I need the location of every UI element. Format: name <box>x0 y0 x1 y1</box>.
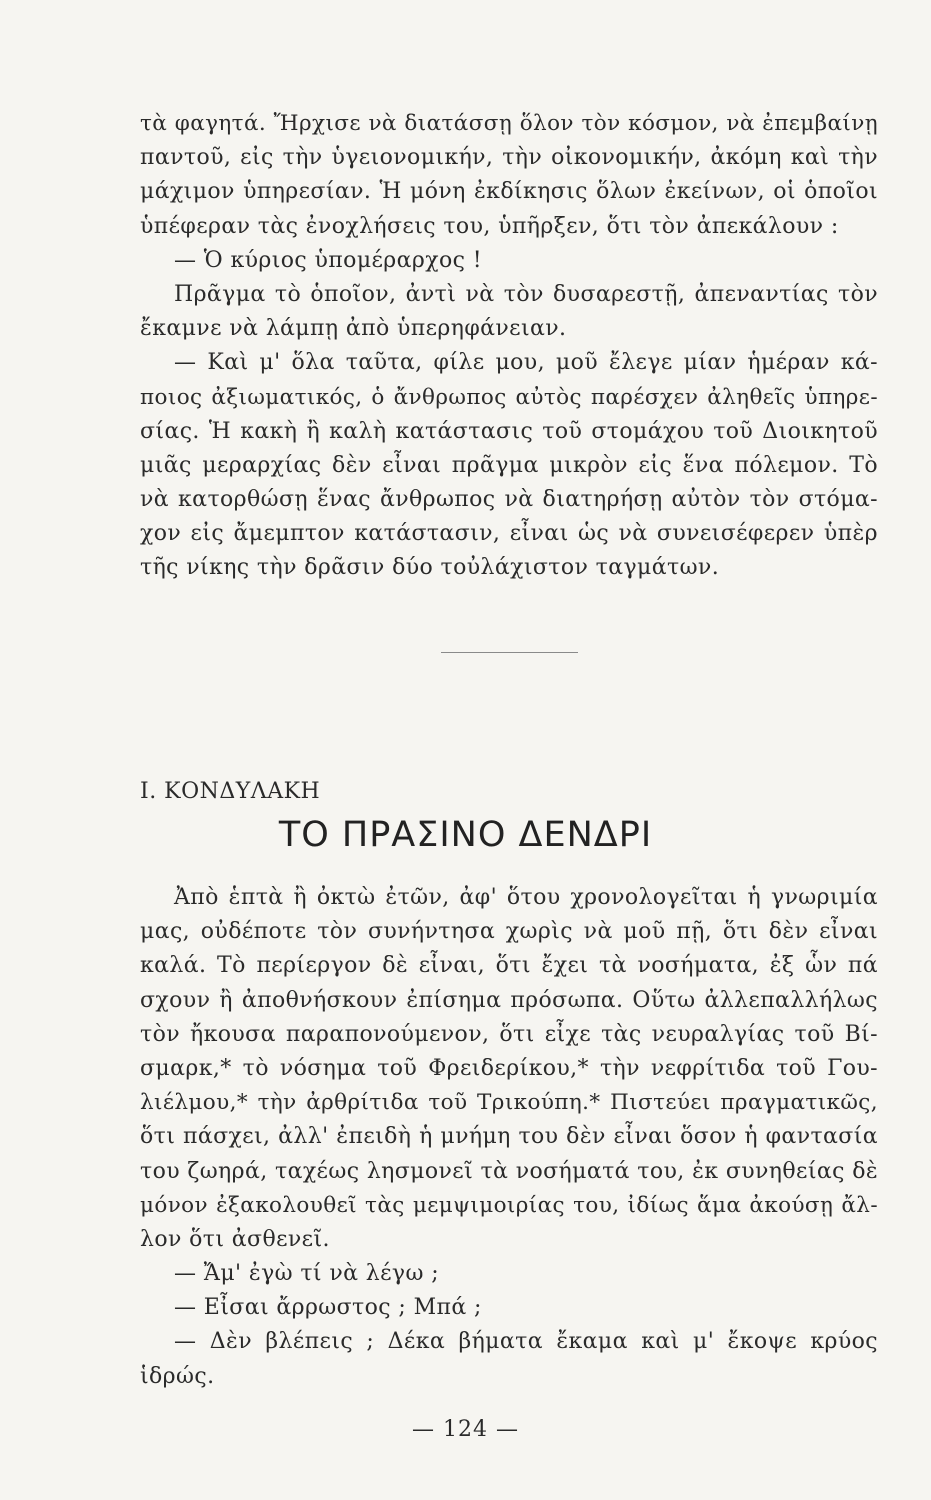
text-block-top <box>140 107 878 586</box>
author-name: Ι. ΚΟΝΔΥΛΑΚΗ <box>140 779 321 804</box>
text-line: καλά. Τὸ περίεργον δὲ εἶναι, ὅτι ἔχει τὰ νοσήματα, ἐξ ὧν πά <box>140 953 878 979</box>
text-line: ποιος ἀξιωματικός, ὁ ἄνθρωπος αὐτὸς παρέσχεν ἀληθεῖς ὑπηρε- <box>140 384 878 410</box>
text-line: νὰ κατορθώσῃ ἕνας ἄνθρωπος νὰ διατηρήσῃ αὐτὸν τὸν στόμα- <box>140 487 878 513</box>
text-line: ἱδρώς. <box>140 1363 215 1389</box>
dialogue-line: — Ἄμ' ἐγὼ τί νὰ λέγω ; <box>174 1261 440 1287</box>
dialogue-line: — Ὁ κύριος ὑπομέραρχος ! <box>174 247 482 273</box>
text-line: λον ὅτι ἀσθενεῖ. <box>140 1226 330 1252</box>
text-line: μάχιμον ὑπηρεσίαν. Ἡ μόνη ἐκδίκησις ὅλων ἐκείνων, οἱ ὁποῖοι <box>140 179 878 205</box>
text-line: μιᾶς μεραρχίας δὲν εἶναι πρᾶγμα μικρὸν εἰς ἕνα πόλεμον. Τὸ <box>140 452 878 478</box>
text-line: μόνον ἐξακολουθεῖ τὰς μεμψιμοιρίας του, ἰδίως ἅμα ἀκούσῃ ἄλ- <box>140 1192 878 1218</box>
text-line: ἔκαμνε νὰ λάμπῃ ἀπὸ ὑπερηφάνειαν. <box>140 316 567 342</box>
text-line: σίας. Ἡ κακὴ ἢ καλὴ κατάστασις τοῦ στομάχου τοῦ Διοικητοῦ <box>140 418 878 444</box>
text-line: Ἀπὸ ἑπτὰ ἢ ὀκτὼ ἐτῶν, ἀφ' ὅτου χρονολογεῖται ἡ γνωριμία <box>174 885 878 910</box>
text-line: μας, οὐδέποτε τὸν συνήντησα χωρὶς νὰ μοῦ πῇ, ὅτι δὲν εἶναι <box>140 919 878 945</box>
text-line: σμαρκ,* τὸ νόσημα τοῦ Φρειδερίκου,* τὴν νεφρίτιδα τοῦ Γου- <box>140 1055 878 1081</box>
text-line: σχουν ἢ ἀποθνήσκουν ἐπίσημα πρόσωπα. Οὕτω ἀλλεπαλλήλως <box>140 987 878 1013</box>
dialogue-line: — Δὲν βλέπεις ; Δέκα βήματα ἔκαμα καὶ μ' ἔκοψε κρύος <box>174 1329 878 1355</box>
text-line: ὑπέφεραν τὰς ἐνοχλήσεις του, ὑπῆρξεν, ὅτι τὸν ἀπεκάλουν : <box>140 213 839 239</box>
section-divider <box>441 652 578 653</box>
text-line: λιέλμου,* τὴν ἀρθρίτιδα τοῦ Τρικούπη.* Πιστεύει πραγματικῶς, <box>140 1090 878 1116</box>
text-line: τῆς νίκης τὴν δρᾶσιν δύο τοὐλάχιστον ταγμάτων. <box>140 555 720 581</box>
page-number: — 124 — <box>412 1417 519 1442</box>
text-block-story <box>140 881 878 1394</box>
dialogue-line: — Εἶσαι ἄρρωστος ; Μπά ; <box>174 1295 482 1321</box>
text-line: ὅτι πάσχει, ἀλλ' ἐπειδὴ ἡ μνήμη του δὲν εἶναι ὅσον ἡ φαντασία <box>140 1124 878 1150</box>
dialogue-line: — Καὶ μ' ὅλα ταῦτα, φίλε μου, μοῦ ἔλεγε μίαν ἡμέραν κά- <box>174 350 878 376</box>
text-line: τὰ φαγητά. Ἤρχισε νὰ διατάσσῃ ὅλον τὸν κόσμον, νὰ ἐπεμβαίνῃ <box>140 111 878 136</box>
text-line: παντοῦ, εἰς τὴν ὑγειονομικήν, τὴν οἰκονομικήν, ἀκόμη καὶ τὴν <box>140 145 878 171</box>
text-line: Πρᾶγμα τὸ ὁποῖον, ἀντὶ νὰ τὸν δυσαρεστῇ, ἀπεναντίας τὸν <box>174 281 878 307</box>
text-line: χον εἰς ἄμεμπτον κατάστασιν, εἶναι ὡς νὰ συνεισέφερεν ὑπὲρ <box>140 521 878 547</box>
text-line: τὸν ἤκουσα παραπονούμενον, ὅτι εἶχε τὰς νευραλγίας τοῦ Βί- <box>140 1021 878 1047</box>
story-title: ΤΟ ΠΡΑΣΙΝΟ ΔΕΝΔΡΙ <box>278 815 653 855</box>
text-line: του ζωηρά, ταχέως λησμονεῖ τὰ νοσήματά του, ἐκ συνηθείας δὲ <box>140 1158 879 1184</box>
